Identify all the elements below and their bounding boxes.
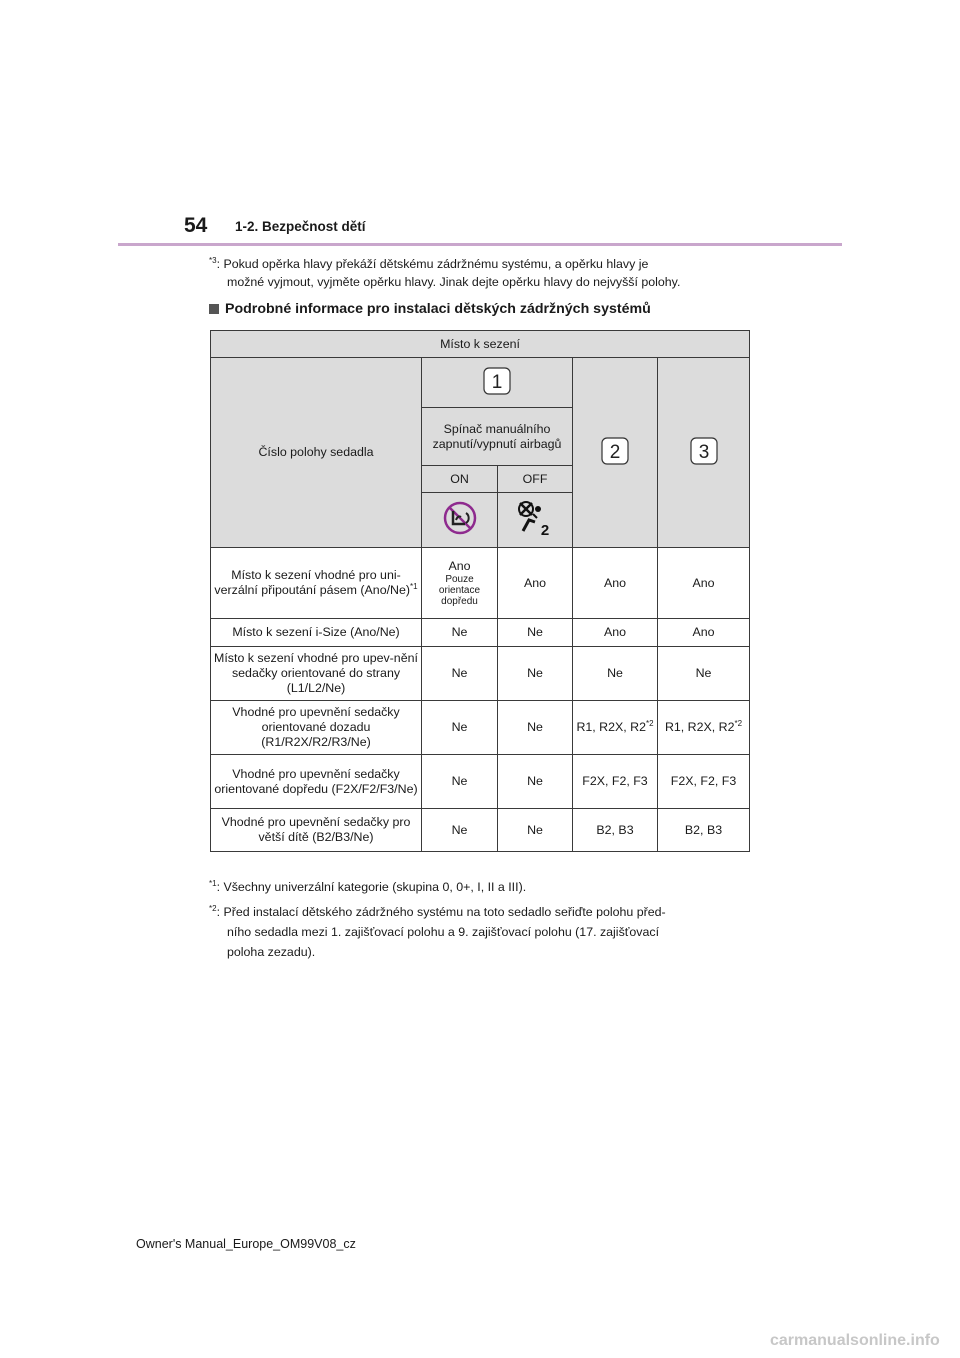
row-label-text: Místo k sezení vhodné pro uni-verzální připoutání pásem (Ano/Ne) [214, 568, 411, 597]
airbag-off-icon-cell [498, 493, 573, 548]
note-3-line2: možné vyjmout, vyjměte opěrku hlavy. Jinak dejte opěrku hlavy do nejvyšší polohy. [227, 275, 681, 289]
footnote-mark: *2 [646, 719, 654, 728]
table-row [211, 755, 750, 809]
note-3 [209, 255, 769, 291]
airbag-on-icon-cell [422, 493, 498, 548]
seat-number-label: Číslo polohy sedadla [211, 358, 422, 548]
row-label: Vhodné pro upevnění sedačky orientované dozadu (R1/R2X/R2/R3/Ne) [211, 701, 422, 755]
airbag-on-label: ON [422, 466, 498, 493]
footnote-2-line1: : Před instalací dětského zádržného systému na toto sedadlo seřiďte polohu před- [216, 905, 666, 919]
bullet-square-icon [209, 304, 219, 314]
cell-seat-2-text: R1, R2X, R2 [576, 720, 646, 734]
table-row [211, 647, 750, 701]
cell-on: Ne [422, 809, 498, 852]
seat-3-number: 3 [698, 441, 709, 463]
section-heading-text: Podrobné informace pro instalaci dětských zádržných systémů [225, 301, 651, 317]
seat-1-number: 1 [491, 371, 503, 393]
table-row [211, 809, 750, 852]
cell-seat-2 [573, 701, 658, 755]
table-row [211, 701, 750, 755]
seat-3-number-icon [690, 437, 718, 465]
footnote-mark: *2 [209, 904, 217, 913]
cell-seat-3: Ano [658, 548, 750, 619]
cell-off: Ne [498, 809, 573, 852]
table-row [211, 619, 750, 647]
section-title: 1-2. Bezpečnost dětí [235, 219, 366, 234]
cell-seat-2: Ano [573, 619, 658, 647]
cell-seat-2: Ano [573, 548, 658, 619]
footnote-2-line3: poloha zezadu). [227, 945, 316, 959]
airbag-off-label: OFF [498, 466, 573, 493]
row-label: Vhodné pro upevnění sedačky pro větší dítě (B2/B3/Ne) [211, 809, 422, 852]
seat-3-cell [658, 358, 750, 548]
row-label: Místo k sezení vhodné pro upev-nění sedačky orientované do strany (L1/L2/Ne) [211, 647, 422, 701]
section-heading [209, 301, 651, 317]
cell-seat-2: F2X, F2, F3 [573, 755, 658, 809]
footnote-1 [209, 878, 769, 896]
page-footer: Owner's Manual_Europe_OM99V08_cz [136, 1237, 356, 1251]
cell-off: Ne [498, 647, 573, 701]
cell-seat-3: B2, B3 [658, 809, 750, 852]
cell-on-main: Ano [448, 559, 471, 573]
airbag-off-icon-number: 2 [540, 522, 550, 538]
cell-seat-3: Ano [658, 619, 750, 647]
seat-1-number-icon [483, 367, 511, 395]
seat-2-number: 2 [609, 441, 621, 463]
cell-off: Ano [498, 548, 573, 619]
cell-seat-3: F2X, F2, F3 [658, 755, 750, 809]
airbag-on-child-seat-icon [442, 500, 478, 536]
cell-on-sub: Pouze orientace dopředu [438, 574, 481, 607]
footnote-mark: *1 [410, 582, 418, 591]
airbag-switch-label: Spínač manuálního zapnutí/vypnutí airbagů [422, 408, 573, 466]
cell-seat-3 [658, 701, 750, 755]
cell-off: Ne [498, 619, 573, 647]
cell-off: Ne [498, 755, 573, 809]
cell-on: Ne [422, 619, 498, 647]
cell-seat-2: Ne [573, 647, 658, 701]
cell-seat-3: Ne [658, 647, 750, 701]
footnote-2-line2: ního sedadla mezi 1. zajišťovací polohu a 9. zajišťovací polohu (17. zajišťovací [227, 925, 660, 939]
seat-1-cell [422, 358, 573, 408]
cell-on [422, 548, 498, 619]
child-seat-installation-table [210, 330, 750, 852]
seat-2-cell [573, 358, 658, 548]
footnote-mark: *2 [734, 719, 743, 728]
seating-position-header: Místo k sezení [211, 331, 750, 358]
row-label [211, 548, 422, 619]
seat-2-number-icon [601, 437, 629, 465]
cell-seat-3-text: R1, R2X, R2 [664, 720, 735, 734]
table-row [211, 548, 750, 619]
page-number: 54 [184, 214, 208, 237]
row-label: Místo k sezení i-Size (Ano/Ne) [211, 619, 422, 647]
footnote-mark: *3 [209, 256, 217, 265]
cell-seat-2: B2, B3 [573, 809, 658, 852]
footnote-mark: *1 [209, 879, 217, 888]
footnote-2 [209, 902, 769, 962]
cell-on: Ne [422, 647, 498, 701]
watermark: carmanualsonline.info [770, 1332, 940, 1349]
cell-off: Ne [498, 701, 573, 755]
note-3-line1: : Pokud opěrka hlavy překáží dětskému zádržnému systému, a opěrku hlavy je [216, 257, 649, 271]
header-divider [118, 243, 842, 246]
cell-on: Ne [422, 701, 498, 755]
cell-on: Ne [422, 755, 498, 809]
row-label: Vhodné pro upevnění sedačky orientované dopředu (F2X/F2/F3/Ne) [211, 755, 422, 809]
airbag-off-passenger-icon [515, 498, 555, 538]
footnote-1-text: : Všechny univerzální kategorie (skupina 0, 0+, I, II a III). [216, 880, 527, 894]
